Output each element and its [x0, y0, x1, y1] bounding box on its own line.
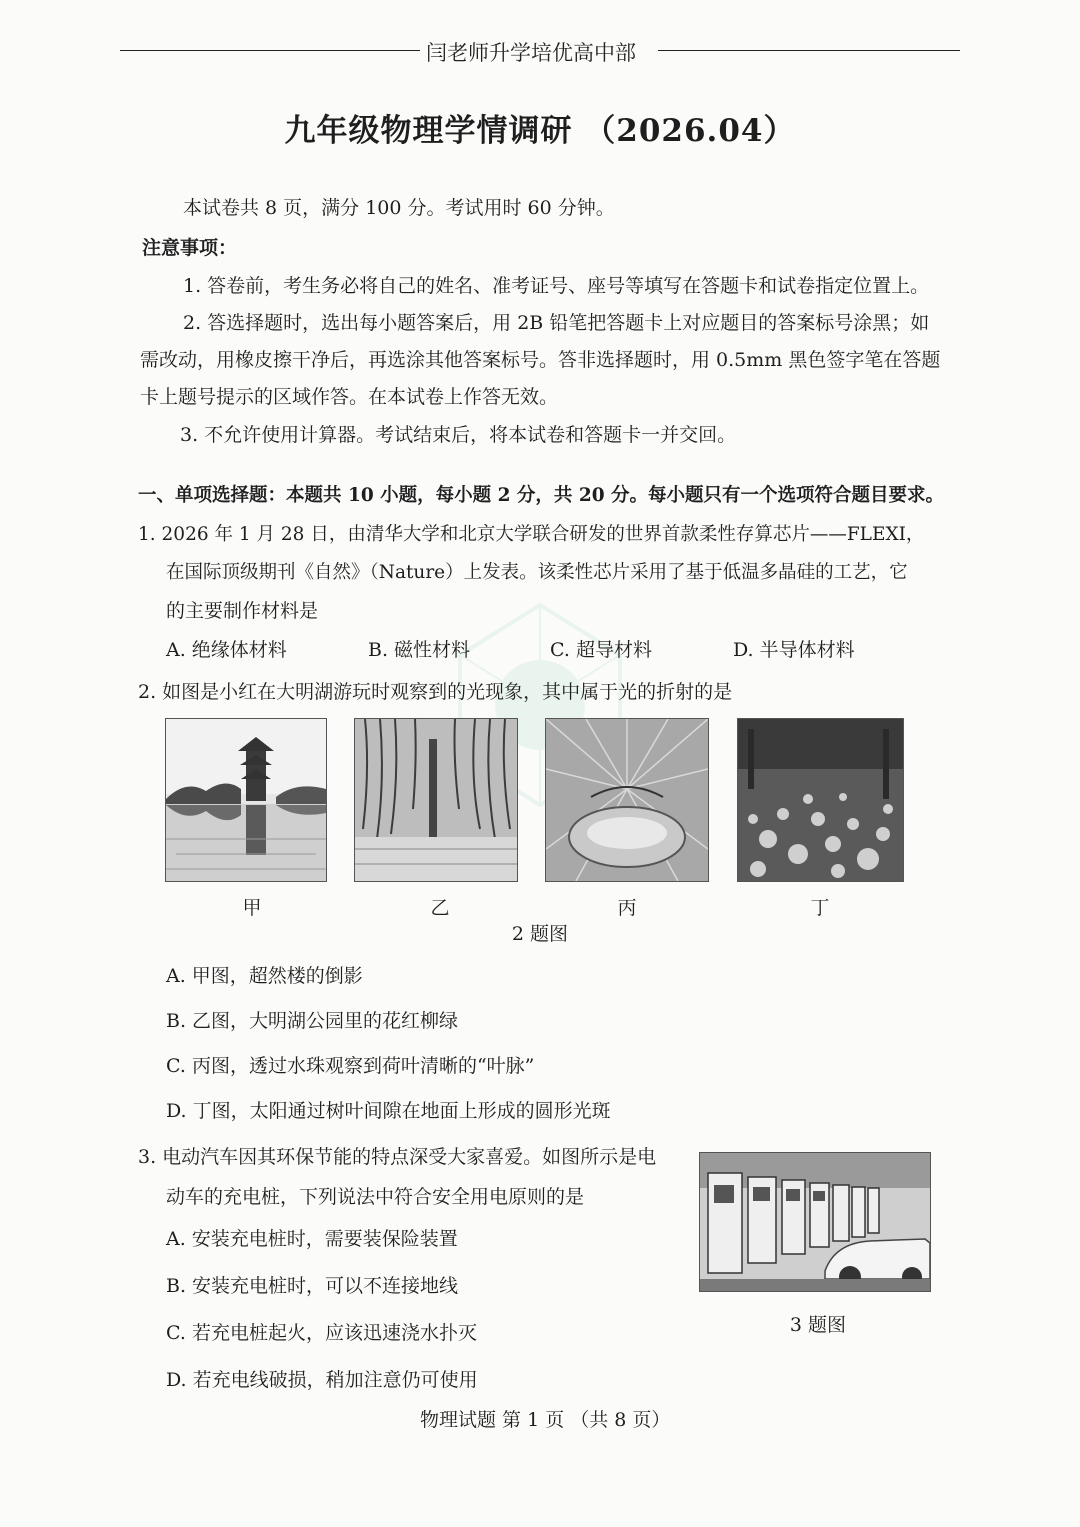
exam-title: 九年级物理学情调研 （2026.04）	[284, 113, 796, 149]
q3-line-2: 动车的充电桩，下列说法中符合安全用电原则的是	[166, 1186, 585, 1208]
q3-photo-charging-piles	[699, 1152, 931, 1292]
q2-option-a: A. 甲图，超然楼的倒影	[166, 965, 363, 987]
header-rule-right	[658, 50, 960, 51]
notice-item-2-line-3: 卡上题号提示的区域作答。在本试卷上作答无效。	[140, 386, 559, 408]
header-brand: 闫老师升学培优高中部	[426, 41, 636, 65]
q1-line-2: 在国际顶级期刊《自然》（Nature）上发表。该柔性芯片采用了基于低温多晶硅的工艺，它	[166, 562, 908, 583]
q1-option-b: B. 磁性材料	[368, 639, 471, 661]
q2-option-d: D. 丁图，太阳通过树叶间隙在地面上形成的圆形光斑	[166, 1100, 611, 1122]
q3-option-d: D. 若充电线破损，稍加注意仍可使用	[166, 1369, 478, 1391]
q2-label-jia: 甲	[242, 897, 262, 919]
q2-photo-yi	[354, 718, 518, 882]
q2-photo-ding	[737, 718, 904, 882]
notice-item-3: 3. 不允许使用计算器。考试结束后，将本试卷和答题卡一并交回。	[180, 424, 737, 446]
q3-line-1: 3. 电动汽车因其环保节能的特点深受大家喜爱。如图所示是电	[138, 1146, 657, 1168]
notice-heading: 注意事项：	[142, 237, 238, 259]
q1-line-3: 的主要制作材料是	[166, 600, 319, 622]
q2-stem: 2. 如图是小红在大明湖游玩时观察到的光现象，其中属于光的折射的是	[138, 681, 733, 703]
q3-option-b: B. 安装充电桩时，可以不连接地线	[166, 1275, 459, 1297]
page-footer: 物理试题 第 1 页 （共 8 页）	[420, 1409, 671, 1431]
notice-item-2-line-2: 需改动，用橡皮擦干净后，再选涂其他答案标号。答非选择题时，用 0.5mm 黑色签字笔在答题	[140, 349, 941, 371]
q1-option-c: C. 超导材料	[550, 639, 652, 661]
q1-line-1: 1. 2026 年 1 月 28 日，由清华大学和北京大学联合研发的世界首款柔性存算芯片——FLEXI，	[138, 524, 925, 545]
exam-intro: 本试卷共 8 页，满分 100 分。考试用时 60 分钟。	[183, 197, 615, 219]
q2-option-c: C. 丙图，透过水珠观察到荷叶清晰的“叶脉”	[166, 1055, 535, 1077]
q3-option-a: A. 安装充电桩时，需要装保险装置	[166, 1228, 458, 1250]
q2-label-bing: 丙	[617, 897, 637, 919]
q3-option-c: C. 若充电桩起火，应该迅速浇水扑灭	[166, 1322, 477, 1344]
header-rule-left	[120, 50, 420, 51]
q2-label-yi: 乙	[430, 897, 450, 919]
q1-option-d: D. 半导体材料	[733, 639, 855, 661]
q2-label-ding: 丁	[810, 897, 830, 919]
section-heading: 一、单项选择题：本题共 10 小题，每小题 2 分，共 20 分。每小题只有一个选项符合题目要求。	[138, 485, 945, 506]
q2-option-b: B. 乙图，大明湖公园里的花红柳绿	[166, 1010, 459, 1032]
q1-option-a: A. 绝缘体材料	[166, 639, 287, 661]
q2-photo-jia	[165, 718, 327, 882]
q3-figure-caption: 3 题图	[789, 1314, 847, 1336]
q2-photo-bing	[545, 718, 709, 882]
q2-figure-caption: 2 题图	[511, 923, 569, 945]
notice-item-1: 1. 答卷前，考生务必将自己的姓名、准考证号、座号等填写在答题卡和试卷指定位置上。	[183, 275, 930, 297]
notice-item-2-line-1: 2. 答选择题时，选出每小题答案后，用 2B 铅笔把答题卡上对应题目的答案标号涂黑；如	[183, 312, 930, 334]
